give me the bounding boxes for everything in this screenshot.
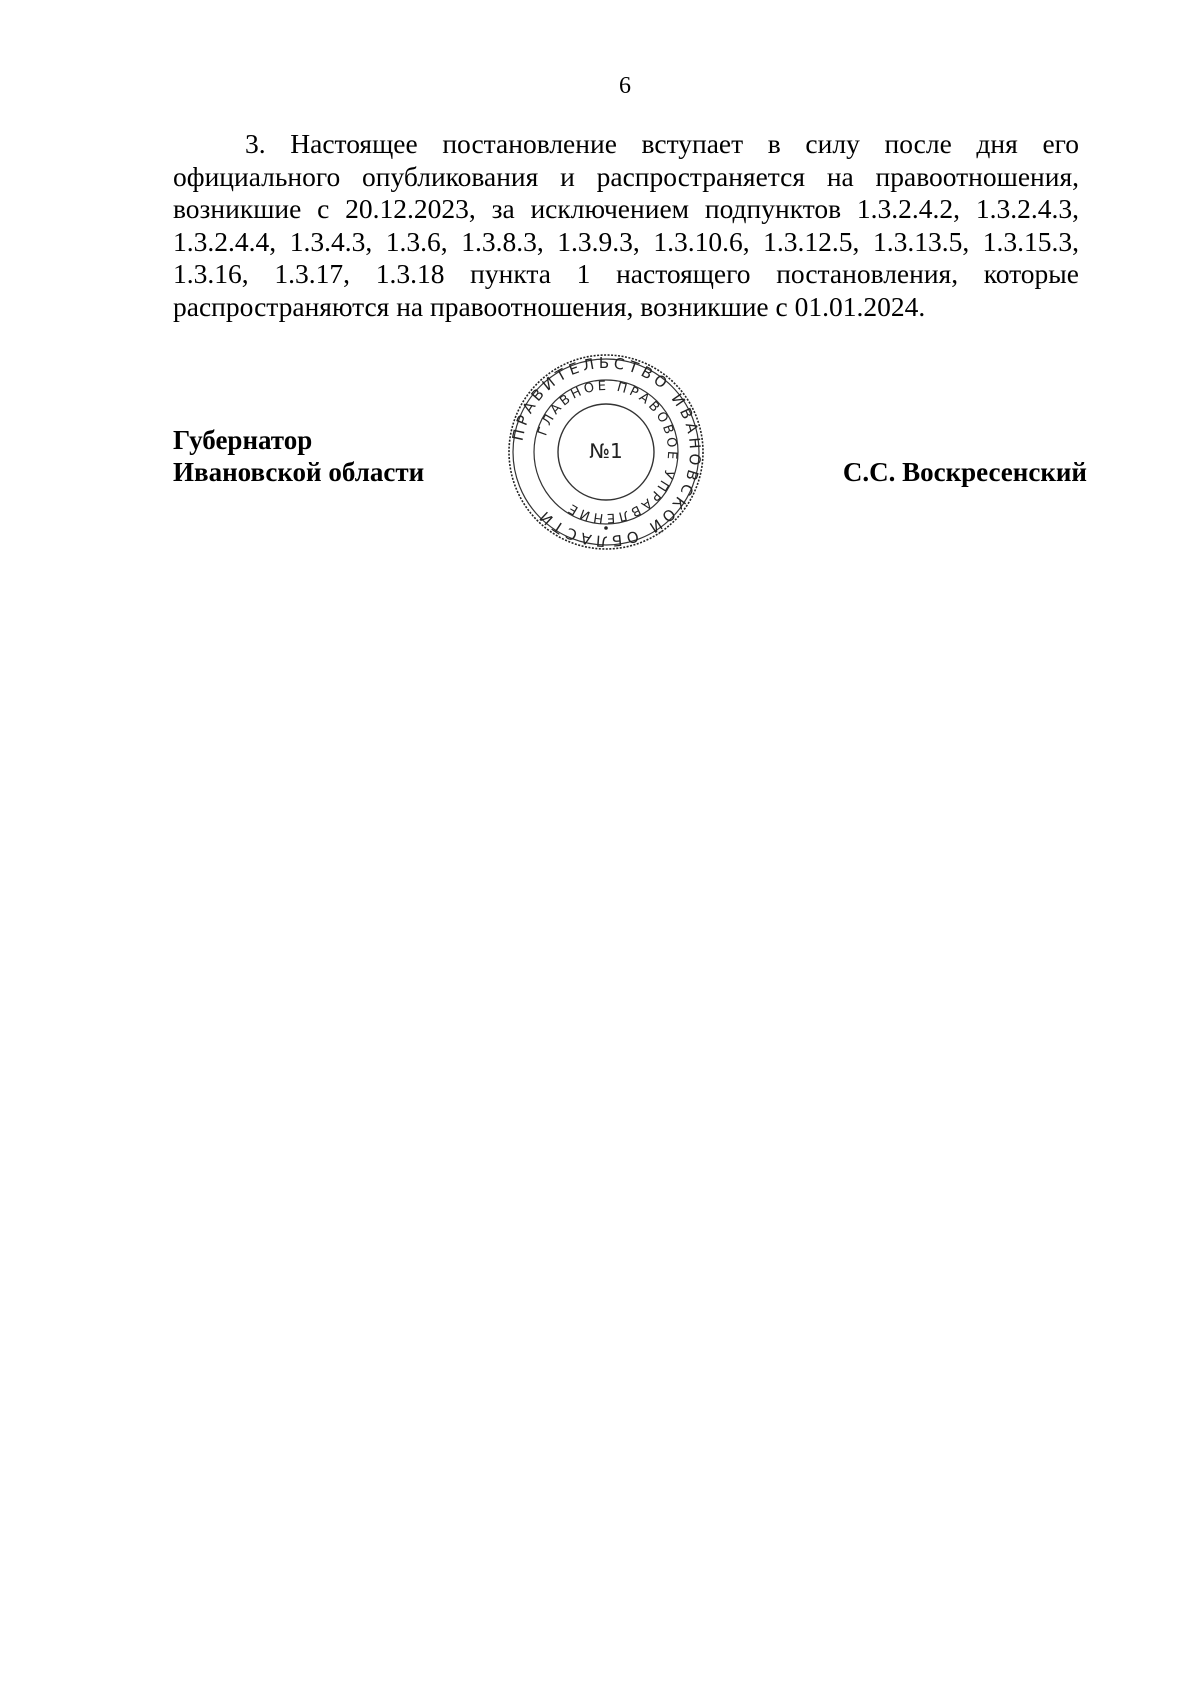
page-number: 6 (619, 73, 631, 99)
signatory-position-line1: Губернатор (173, 425, 313, 455)
seal-graphic (506, 352, 706, 552)
seal-number: №1 (589, 439, 623, 463)
signatory-name: С.С. Воскресенский (842, 457, 1087, 487)
paragraph-3: 3. Настоящее постановление вступает в силу после дня его официального опубликования и распространяется на правоотношения, возникшие с 20.12.2023, за исключением подпунктов 1.3.2.4.2, 1.3.2.4.3, 1.3.2.4.4, 1.3.4.3, 1.3.6, 1.3.8.3, 1.3.9.3, 1.3.10.6, 1.3.12.5, 1.3.13.5, 1.3.15.3, 1.3.16, 1.3.17, 1.3.18 пункта 1 настоящего постановления, которые распространяются на правоотношения, возникшие с 01.01.2024. (173, 128, 1079, 322)
seal-outer-text: ПРАВИТЕЛЬСТВО ИВАНОВСКОЙ ОБЛАСТИ (508, 353, 705, 551)
signatory-position-line2: Ивановской области (173, 457, 425, 487)
seal-dot (604, 526, 608, 530)
seal-inner-text: ГЛАВНОЕ ПРАВОВОЕ УПРАВЛЕНИЕ (535, 378, 680, 526)
official-seal (506, 352, 706, 552)
signatory-position (173, 424, 424, 488)
